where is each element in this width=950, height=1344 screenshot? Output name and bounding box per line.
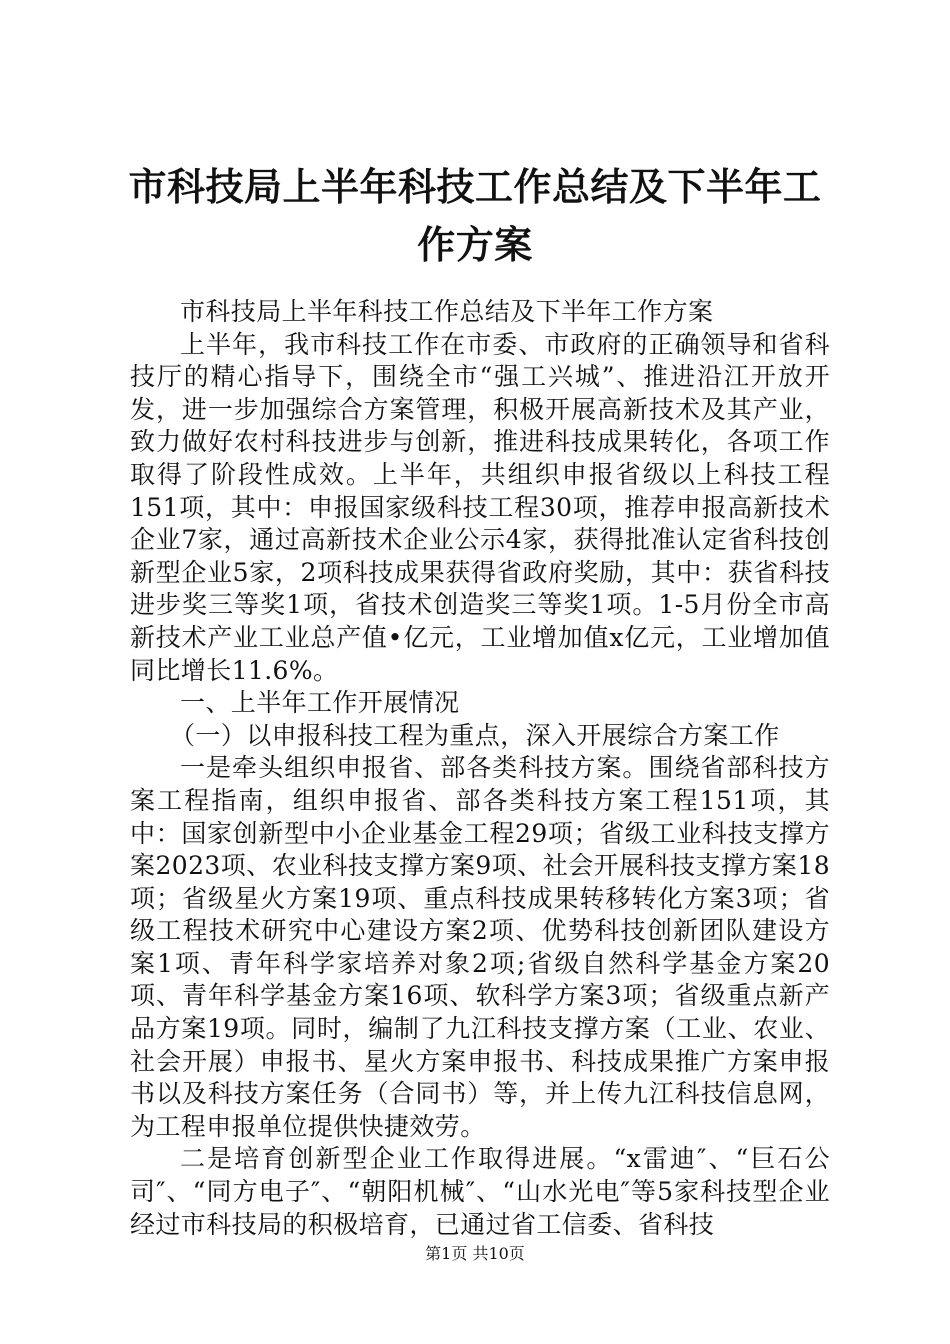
document-title: 市科技局上半年科技工作总结及下半年工作方案 [128, 165, 822, 267]
subtitle-paragraph: 市科技局上半年科技工作总结及下半年工作方案 [180, 297, 714, 326]
subsection-heading-1: （一）以申报科技工程为重点，深入开展综合方案工作 [170, 720, 780, 750]
document-body [130, 296, 830, 1241]
page-footer: 第1页 共10页 [425, 1244, 525, 1263]
section-heading-1: 一、上半年工作开展情况 [180, 688, 460, 718]
body-paragraph-1: 一是牵头组织申报省、部各类科技方案。围绕省部科技方案工程指南，组织申报省、部各类科技方案工程151项，其中：国家创新型中小企业基金工程29项；省级工业科技支撑方案2023项、农业科技支撑方案9项、社会开展科技支撑方案18项；省级星火方案19项、重点科技成果转移转化方案3项；省级工程技术研究中心建设方案2项、优势科技创新团队建设方案1项、青年科学家培养对象2项;省级自然科学基金方案20项、青年科学基金方案16项、软科学方案3项；省级重点新产品方案19项。同时，编制了九江科技支撑方案（工业、农业、社会开展）申报书、星火方案申报书、科技成果推广方案申报书以及科技方案任务（合同书）等，并上传九江科技信息网，为工程申报单位提供快捷效劳。 [130, 753, 830, 1141]
intro-paragraph: 上半年，我市科技工作在市委、市政府的正确领导和省科技厅的精心指导下，围绕全市“强工兴城”、推进沿江开放开发，进一步加强综合方案管理，积极开展高新技术及其产业，致力做好农村科技进步与创新，推进科技成果转化，各项工作取得了阶段性成效。上半年，共组织申报省级以上科技工程151项，其中：申报国家级科技工程30项，推荐申报高新技术企业7家，通过高新技术企业公示4家，获得批准认定省科技创新型企业5家，2项科技成果获得省政府奖励，其中：获省科技进步奖三等奖1项，省技术创造奖三等奖1项。1-5月份全市高新技术产业工业总产值•亿元，工业增加值x亿元，工业增加值同比增长11.6%。 [130, 329, 830, 685]
body-paragraph-2: 二是培育创新型企业工作取得进展。“x雷迪″、“巨石公司″、“同方电子″、“朝阳机械″、“山水光电″等5家科技型企业经过市科技局的积极培育，已通过省工信委、省科技 [130, 1144, 830, 1239]
